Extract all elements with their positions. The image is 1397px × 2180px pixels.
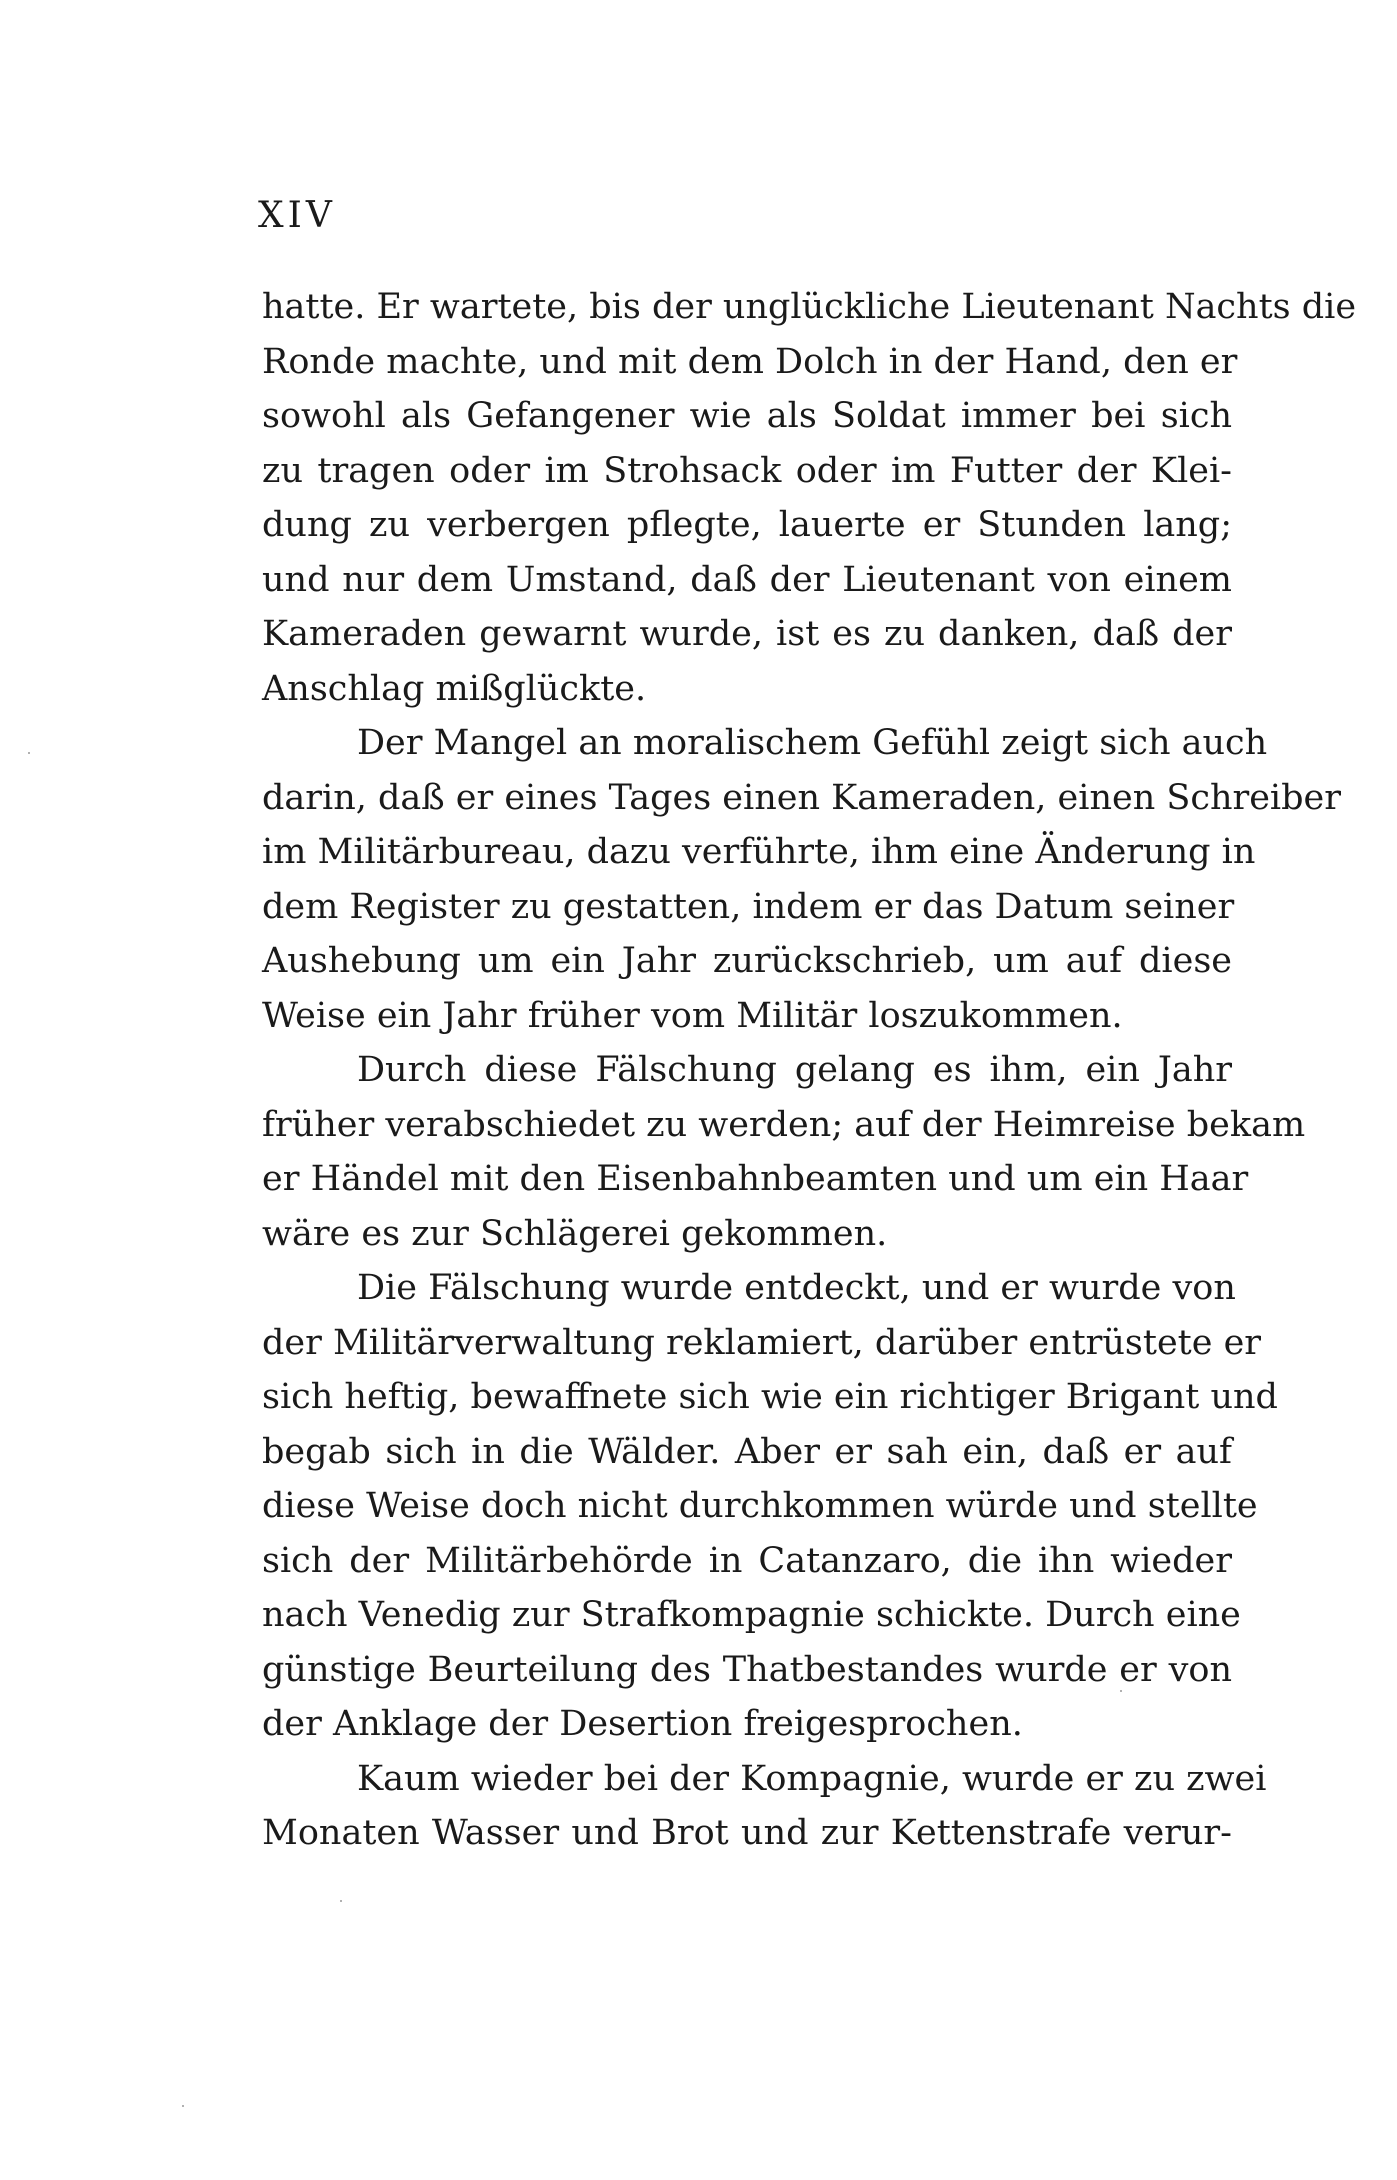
text-line: hatte. Er wartete, bis der unglückliche Lieutenant Nachts die [262,287,1357,327]
text-line: zu tragen oder im Strohsack oder im Futter der Klei- [262,450,1232,491]
text-line: der Anklage der Desertion freigesprochen. [262,1704,1023,1744]
text-line: Weise ein Jahr früher vom Militär loszukommen. [262,995,1123,1036]
paragraph [262,1043,1306,1261]
text-line: dung zu verbergen pflegte, lauerte er Stunden lang; [262,505,1232,545]
paragraph [262,280,1357,716]
text-line: er Händel mit den Eisenbahnbeamten und um ein Haar [262,1159,1249,1199]
paragraph [262,1752,1267,1861]
text-line: Kameraden gewarnt wurde, ist es zu danken, daß der [262,614,1232,654]
text-line: Ronde machte, und mit dem Dolch in der Hand, den er [262,341,1238,382]
text-line: Die Fälschung wurde entdeckt, und er wurde von [357,1268,1236,1308]
text-line: darin, daß er eines Tages einen Kameraden, einen Schreiber [262,777,1341,818]
text-line: Monaten Wasser und Brot und zur Kettenstrafe verur- [262,1813,1232,1853]
body-text [262,280,1357,1861]
text-line: begab sich in die Wälder. Aber er sah ein, daß er auf [262,1431,1232,1472]
text-line: Aushebung um ein Jahr zurückschrieb, um auf diese [262,941,1232,981]
text-line: diese Weise doch nicht durchkommen würde und stellte [262,1486,1258,1526]
text-line: im Militärbureau, dazu verführte, ihm eine Änderung in [262,832,1256,872]
paragraph [262,1261,1278,1752]
text-line: Durch diese Fälschung gelang es ihm, ein Jahr [357,1050,1232,1090]
text-line: günstige Beurteilung des Thatbestandes wurde er von [262,1649,1232,1690]
text-line: nach Venedig zur Strafkompagnie schickte. Durch eine [262,1595,1241,1635]
text-line: wäre es zur Schlägerei gekommen. [262,1213,888,1254]
text-line: Der Mangel an moralischem Gefühl zeigt sich auch [357,723,1268,763]
text-line: sich der Militärbehörde in Catanzaro, die ihn wieder [262,1540,1232,1581]
text-line: Kaum wieder bei der Kompagnie, wurde er zu zwei [357,1758,1267,1799]
paragraph [262,716,1341,1043]
text-line: Anschlag mißglückte. [262,668,647,709]
text-line: sowohl als Gefangener wie als Soldat immer bei sich [262,396,1232,436]
text-line: sich heftig, bewaffnete sich wie ein richtiger Brigant und [262,1377,1278,1417]
text-line: der Militärverwaltung reklamiert, darüber entrüstete er [262,1322,1262,1363]
page-number: XIV [258,195,336,236]
text-line: dem Register zu gestatten, indem er das Datum seiner [262,886,1235,927]
text-line: früher verabschiedet zu werden; auf der Heimreise bekam [262,1104,1306,1145]
text-line: und nur dem Umstand, daß der Lieutenant von einem [262,559,1232,600]
